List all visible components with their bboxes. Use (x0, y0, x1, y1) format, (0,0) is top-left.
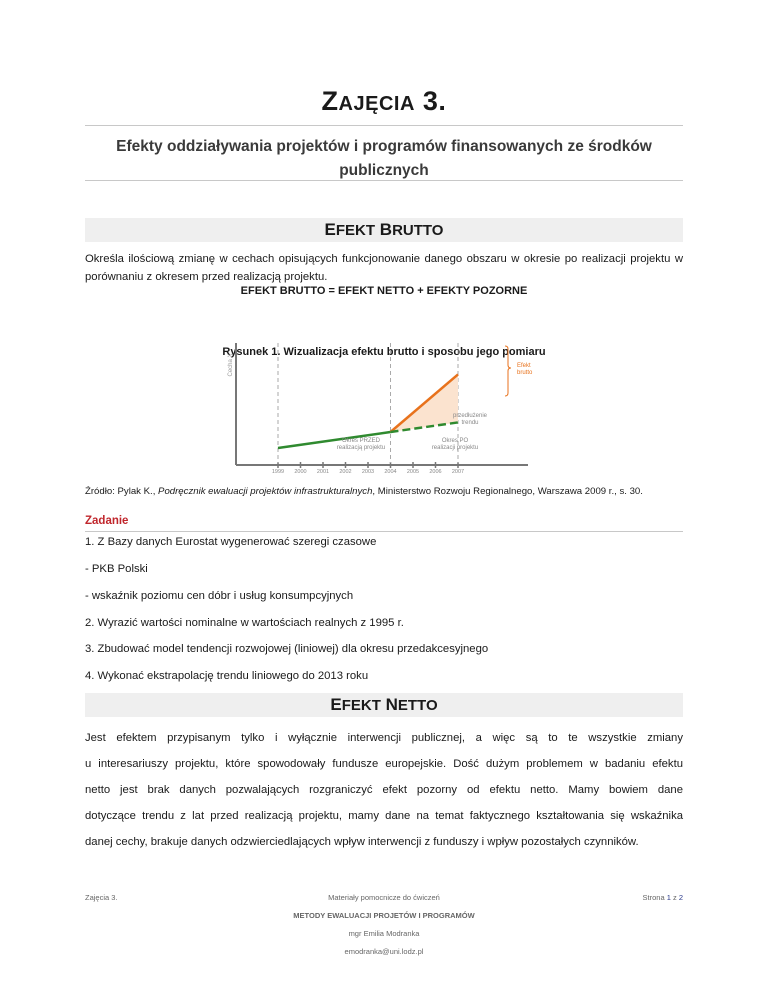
task-heading: Zadanie (85, 515, 129, 527)
x-tick-label: 2007 (451, 469, 465, 475)
x-tick-label: 2003 (361, 469, 375, 475)
netto-line: u interesariuszy projektu, które spowodowały fundusze europejskie. Dość dużym problemem w badaniu efektu (85, 758, 683, 770)
figure-source: Źródło: Pylak K., Podręcznik ewaluacji projektów infrastrukturalnych, Ministerstwo Rozwoju Regionalnego, Warszawa 2009 r., s. 30. (85, 486, 643, 497)
trend-label-2: trendu (461, 420, 479, 426)
y-axis-label: Cecha X (228, 353, 234, 377)
page-title: ZAJĘCIA 3. (321, 86, 447, 116)
task-item: 2. Wyrazić wartości nominalne w wartościach realnych z 1995 r. (85, 617, 404, 629)
x-tick-label: 2000 (294, 469, 307, 475)
task-rule (85, 531, 683, 532)
netto-line: Jest efektem przypisanym tylko i wyłącznie interwencji publicznej, a więc są to te wszystkie zmiany (85, 732, 683, 744)
netto-line: danej cechy, brakuje danych odzwierciedlających wpływ interwencji z funduszy i wpływ pozostałych czynników. (85, 836, 639, 848)
brutto-chart (222, 339, 533, 475)
before-label-2: realizacją projektu (336, 445, 386, 451)
task-item: - wskaźnik poziomu cen dóbr i usług konsumpcyjnych (85, 590, 354, 602)
footer-author: mgr Emilia Modranka (348, 929, 420, 938)
x-tick-label: 1999 (271, 469, 285, 475)
effect-label-2: brutto (517, 370, 533, 376)
x-tick-label: 2005 (406, 469, 420, 475)
before-label: Okres PRZED (341, 438, 381, 444)
footer-materials: Materiały pomocnicze do ćwiczeń (328, 893, 440, 902)
footer-course: METODY EWALUACJI PROJETÓW I PROGRAMÓW (293, 911, 475, 920)
page-subtitle: Efekty oddziaływania projektów i programów finansowanych ze środków publicznych (116, 138, 652, 179)
x-tick-label: 2002 (339, 469, 352, 475)
after-label-2: realizacji projektu (431, 445, 479, 451)
section-heading-netto: EFEKT NETTO (85, 693, 683, 717)
brutto-formula: EFEKT BRUTTO = EFEKT NETTO + EFEKTY POZORNE (240, 285, 528, 297)
brutto-definition: Określa ilościową zmianę w cechach opisujących funkcjonowanie danego obszaru w okresie po realizacji projektu w porównaniu z okresem przed realizacją projektu. (85, 253, 683, 283)
task-item: 3. Zbudować model tendencji rozwojowej (liniowej) dla okresu przedakcesyjnego (85, 643, 489, 655)
trend-label: przedłużenie (452, 413, 488, 419)
footer-email: emodranka@uni.lodz.pl (344, 947, 424, 956)
task-item: 4. Wykonać ekstrapolację trendu liniowego do 2013 roku (85, 670, 369, 682)
netto-line: dotyczące trendu z lat przed realizacją projektu, mamy dane na temat faktycznego kształtowania się wskaźnika (85, 810, 683, 822)
figure-title: Rysunek 1. Wizualizacja efektu brutto i sposobu jego pomiaru (222, 346, 546, 358)
netto-definition (85, 725, 683, 855)
title-rule (85, 125, 683, 126)
x-tick-label: 2004 (384, 469, 397, 475)
x-tick-label: 2006 (429, 469, 442, 475)
x-tick-label: 2001 (316, 469, 330, 475)
section-heading-brutto: EFEKT BRUTTO (85, 218, 683, 242)
netto-line: netto jest brak danych pozwalających rozgraniczyć efekt pozorny od efektu netto. Mamy bowiem dane (85, 784, 683, 796)
footer-page-number: Strona 1 z 2 (642, 893, 683, 902)
after-label: Okres PO (441, 438, 469, 444)
task-item: 1. Z Bazy danych Eurostat wygenerować szeregi czasowe (85, 536, 377, 548)
task-item: - PKB Polski (85, 563, 148, 575)
footer-left: Zajęcia 3. (85, 893, 118, 902)
effect-brace (505, 346, 511, 396)
subtitle-rule (85, 180, 683, 181)
effect-label: Efekt (517, 363, 531, 369)
